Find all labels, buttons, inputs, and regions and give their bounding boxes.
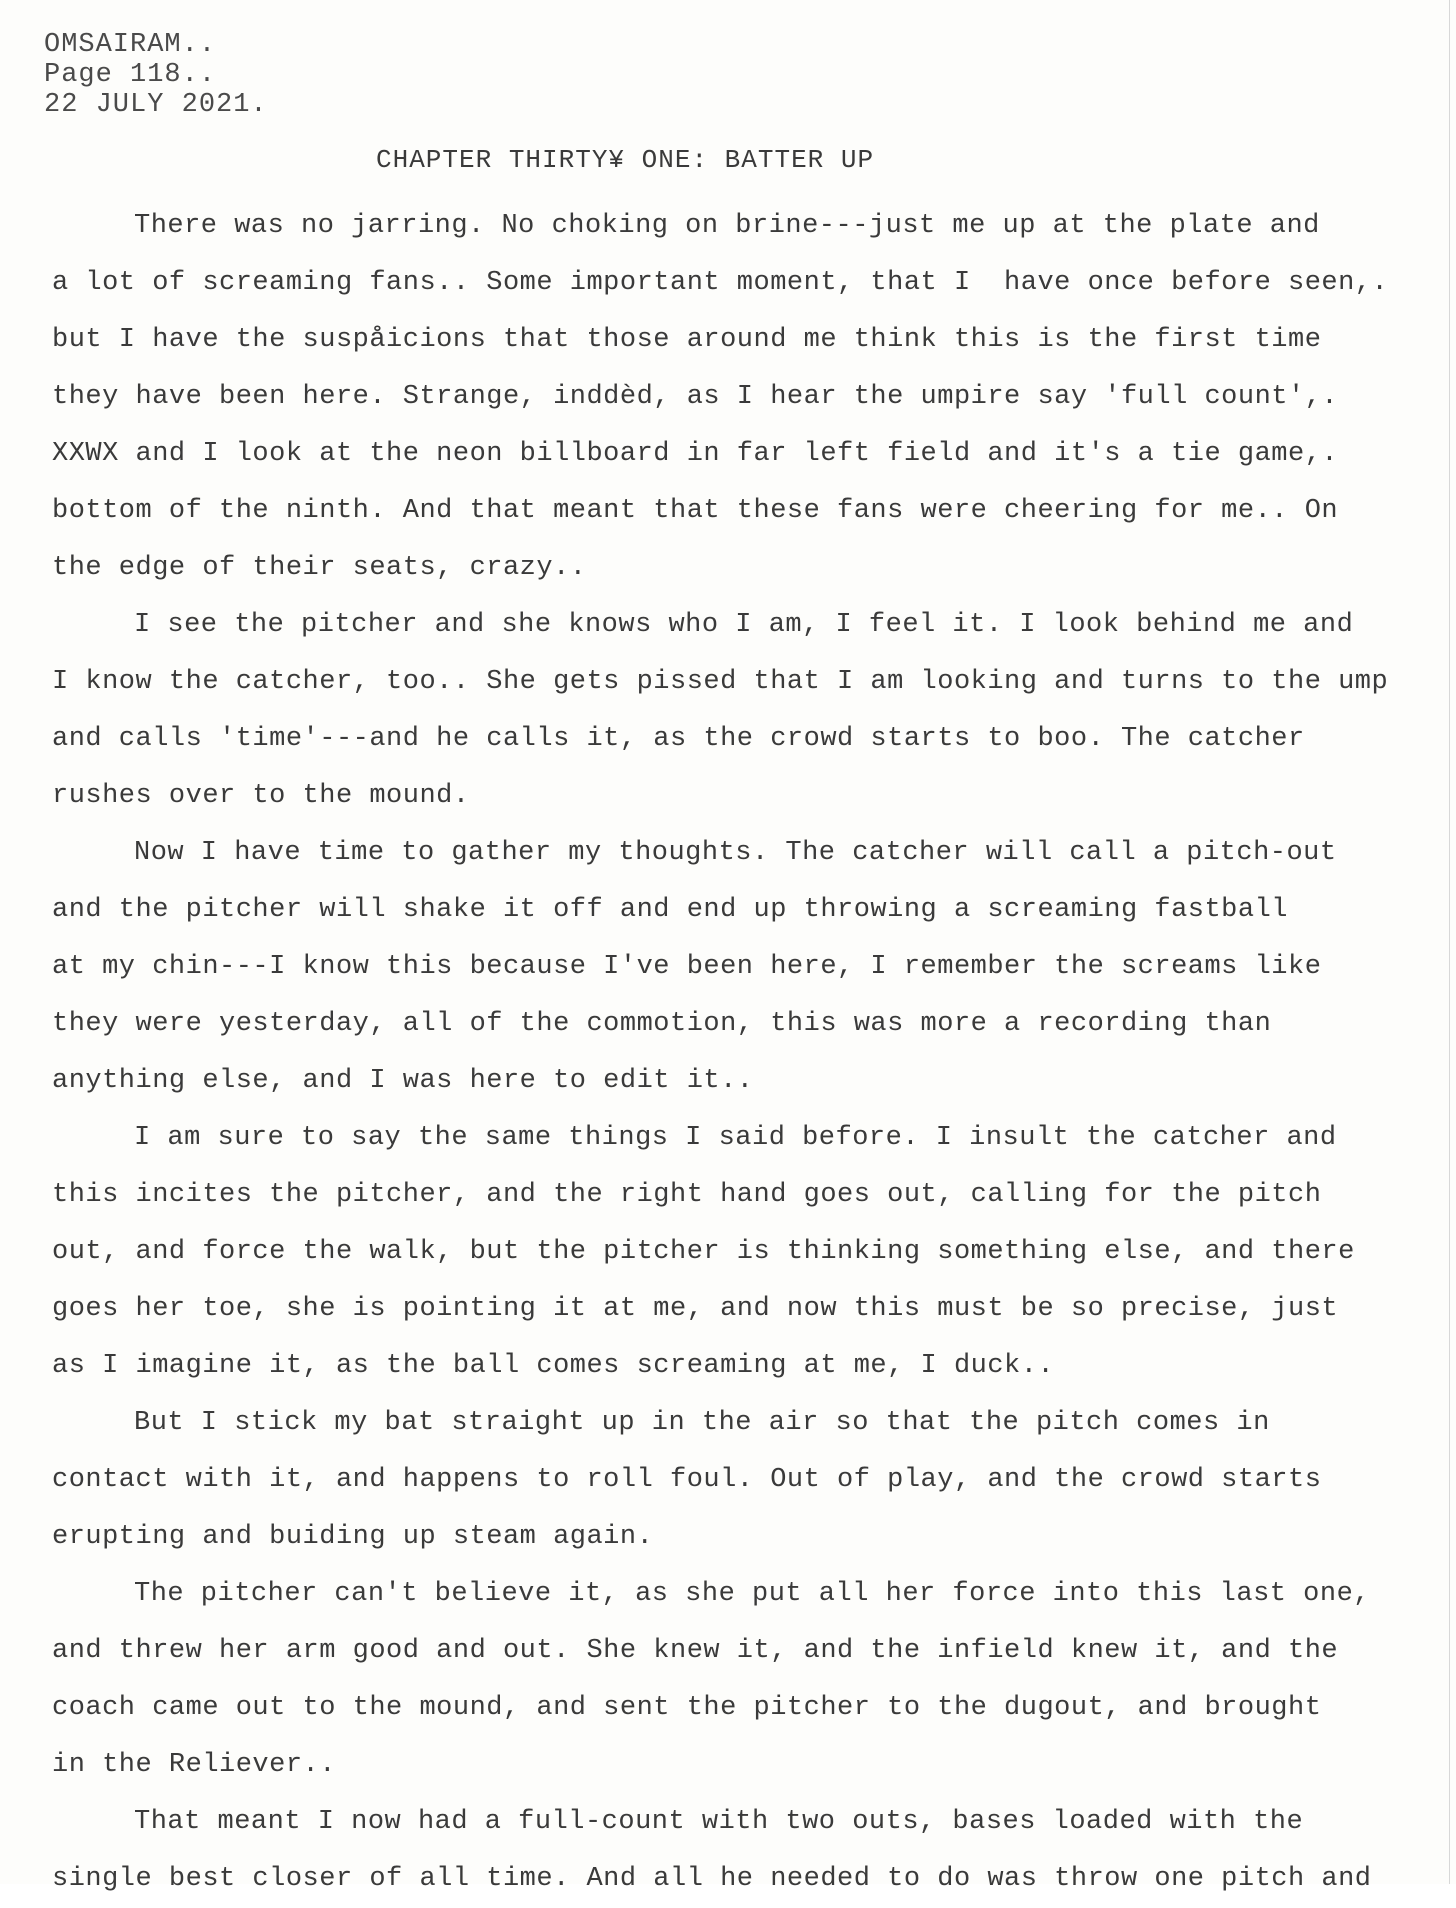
text-line: but I have the suspåicions that those around me think this is the first time [52,325,1322,355]
text-line: rushes over to the mound. [52,781,470,811]
text-line: anything else, and I was here to edit it.. [52,1066,754,1096]
chapter-title: CHAPTER THIRTY¥ ONE: BATTER UP [376,145,875,175]
text-line: That meant I now had a full-count with two outs, bases loaded with the [134,1807,1304,1837]
text-line: and the pitcher will shake it off and end up throwing a screaming fastball [52,895,1288,925]
page-edge [1449,0,1450,1884]
text-line: erupting and buiding up steam again. [52,1522,654,1552]
text-line: bottom of the ninth. And that meant that these fans were cheering for me.. On [52,496,1339,526]
text-line: The pitcher can't believe it, as she put all her force into this last one, [134,1579,1370,1609]
text-line: at my chin---I know this because I've been here, I remember the screams like [52,952,1322,982]
text-line: out, and force the walk, but the pitcher is thinking something else, and there [52,1237,1355,1267]
text-line: a lot of screaming fans.. Some important moment, that I have once before seen,. [52,268,1389,298]
text-line: the edge of their seats, crazy.. [52,553,587,583]
header-title: OMSAIRAM.. [44,30,217,60]
text-line: goes her toe, she is pointing it at me, and now this must be so precise, just [52,1294,1339,1324]
text-line: I am sure to say the same things I said before. I insult the catcher and [134,1123,1337,1153]
text-line: XXWX and I look at the neon billboard in far left field and it's a tie game,. [52,439,1339,469]
body-text [52,198,1422,1908]
text-line: contact with it, and happens to roll foul. Out of play, and the crowd starts [52,1465,1322,1495]
text-line: they have been here. Strange, inddèd, as I hear the umpire say 'full count',. [52,382,1339,412]
text-line: they were yesterday, all of the commotion, this was more a recording than [52,1009,1272,1039]
text-line: I know the catcher, too.. She gets pissed that I am looking and turns to the ump [52,667,1389,697]
text-line: and threw her arm good and out. She knew it, and the infield knew it, and the [52,1636,1339,1666]
text-line: and calls 'time'---and he calls it, as the crowd starts to boo. The catcher [52,724,1305,754]
text-line: There was no jarring. No choking on brine---just me up at the plate and [134,211,1320,241]
text-line: in the Reliever.. [52,1750,336,1780]
text-line: I see the pitcher and she knows who I am, I feel it. I look behind me and [134,610,1354,640]
text-line: coach came out to the mound, and sent the pitcher to the dugout, and brought [52,1693,1322,1723]
text-line: this incites the pitcher, and the right hand goes out, calling for the pitch [52,1180,1322,1210]
page-header [44,30,268,120]
text-line: single best closer of all time. And all he needed to do was throw one pitch and [52,1864,1372,1894]
text-line: But I stick my bat straight up in the air so that the pitch comes in [134,1408,1270,1438]
text-line: as I imagine it, as the ball comes screaming at me, I duck.. [52,1351,1055,1381]
text-line: Now I have time to gather my thoughts. The catcher will call a pitch-out [134,838,1337,868]
header-page-number: Page 118.. [44,60,217,90]
header-date: 22 JULY 2021. [44,90,268,120]
